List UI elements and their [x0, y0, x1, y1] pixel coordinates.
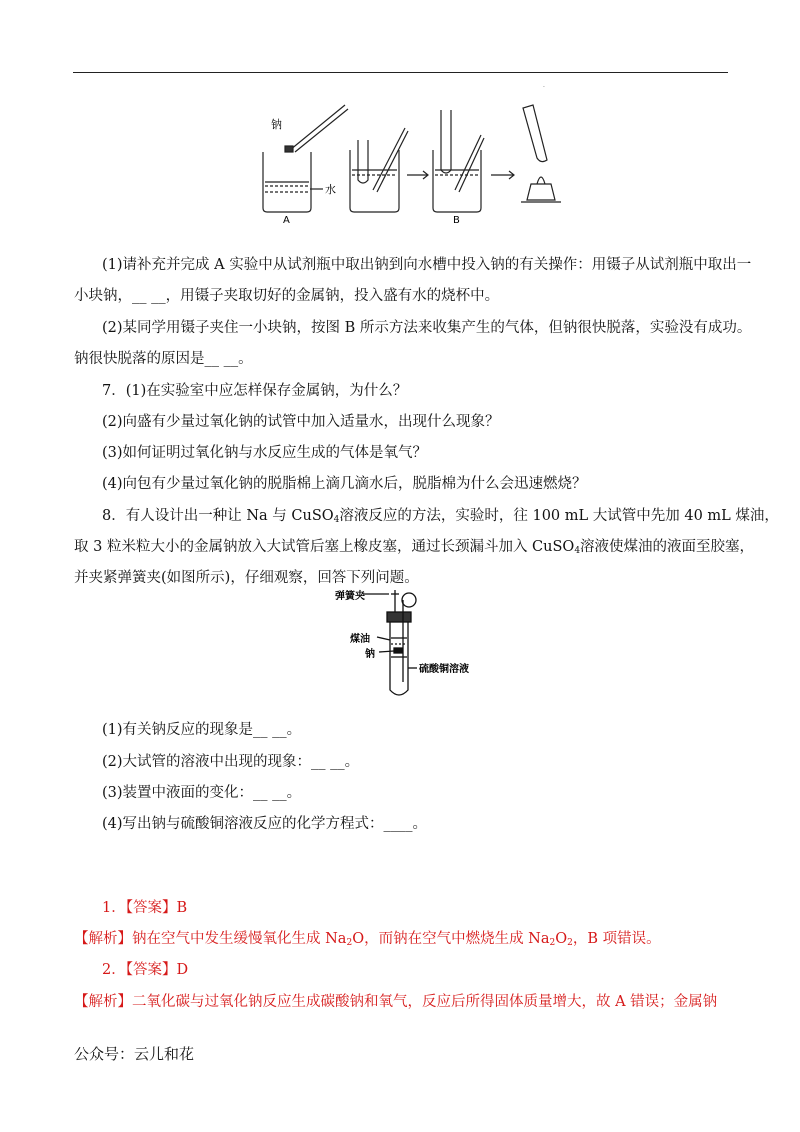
q6-part2-line2: 钠很快脱落的原因是__ __。	[74, 351, 253, 367]
figure-test-tube-apparatus	[335, 582, 495, 700]
q8-line1-sub: 4	[333, 515, 340, 525]
e1-d: ，B 项错误。	[572, 931, 661, 947]
label-b: B	[453, 215, 460, 225]
label-a: A	[283, 215, 290, 225]
header-mark: ·	[543, 84, 545, 91]
q7-line2: (2)向盛有少量过氧化钠的试管中加入适量水，出现什么现象？	[102, 414, 500, 430]
figure-sodium-water-experiment	[255, 100, 575, 225]
q8-line1-a: 8．有人设计出一种让 Na 与 CuSO	[102, 508, 334, 524]
q7-line4: (4)向包有少量过氧化钠的脱脂棉上滴几滴水后，脱脂棉为什么会迅速燃烧？	[102, 476, 587, 492]
e1-sub3: 2	[567, 938, 573, 948]
q7-line1: 7．(1)在实验室中应怎样保存金属钠，为什么？	[102, 383, 408, 399]
q8-line2-sub: 4	[574, 546, 581, 556]
q8-line2-a: 取 3 粒米粒大小的金属钠放入大试管后塞上橡皮塞，通过长颈漏斗加入 CuSO	[74, 539, 575, 555]
answer-1: 1．【答案】B	[102, 900, 188, 916]
header-rule	[73, 72, 728, 73]
e1-sub2: 2	[549, 938, 556, 948]
label-water: 水	[325, 183, 336, 196]
q8-sub3: (3)装置中液面的变化：__ __。	[102, 785, 302, 801]
q6-part1-line1: (1)请补充并完成 A 实验中从试剂瓶中取出钠到向水槽中投入钠的有关操作：用镊子从试剂瓶中取出一	[102, 257, 752, 273]
explanation-2: 【解析】二氧化碳与过氧化钠反应生成碳酸钠和氧气，反应后所得固体质量增大，故 A 错误；金属钠	[74, 994, 718, 1010]
q6-part1-line2: 小块钠，__ __，用镊子夹取切好的金属钠，投入盛有水的烧杯中。	[74, 288, 500, 304]
label-kerosene: 煤油	[350, 634, 370, 645]
e1-sub1: 2	[346, 938, 353, 948]
label-sodium-b: 钠	[365, 649, 375, 660]
q8-line3: 并夹紧弹簧夹(如图所示)，仔细观察，回答下列问题。	[74, 570, 419, 586]
e1-a: 【解析】钠在空气中发生缓慢氧化生成 Na	[74, 931, 347, 947]
q8-line2-b: 溶液使煤油的液面至胶塞，	[580, 539, 755, 555]
q8-sub1: (1)有关钠反应的现象是__ __。	[102, 722, 302, 738]
label-spring-clamp: 弹簧夹	[335, 591, 365, 602]
explanation-1	[74, 929, 734, 953]
label-copper-sulfate: 硫酸铜溶液	[419, 664, 469, 675]
e1-b: O，而钠在空气中燃烧生成 Na	[352, 931, 550, 947]
q8-line1	[102, 506, 779, 530]
q7-line3: (3)如何证明过氧化钠与水反应生成的气体是氧气？	[102, 445, 428, 461]
footer-account: 公众号：云儿和花	[74, 1045, 195, 1063]
label-sodium-a: 钠	[271, 118, 282, 131]
e1-c: O	[555, 931, 568, 947]
q8-sub2: (2)大试管的溶液中出现的现象：__ __。	[102, 754, 360, 770]
q8-sub4: (4)写出钠与硫酸铜溶液反应的化学方程式：____。	[102, 816, 428, 832]
q6-part2-line1: (2)某同学用镊子夹住一小块钠，按图 B 所示方法来收集产生的气体，但钠很快脱落，实验没有成功。	[102, 320, 752, 336]
q8-line2	[74, 537, 755, 561]
q8-line1-b: 溶液反应的方法，实验时，往 100 mL 大试管中先加 40 mL 煤油，	[339, 508, 779, 524]
answer-2: 2．【答案】D	[102, 962, 189, 978]
